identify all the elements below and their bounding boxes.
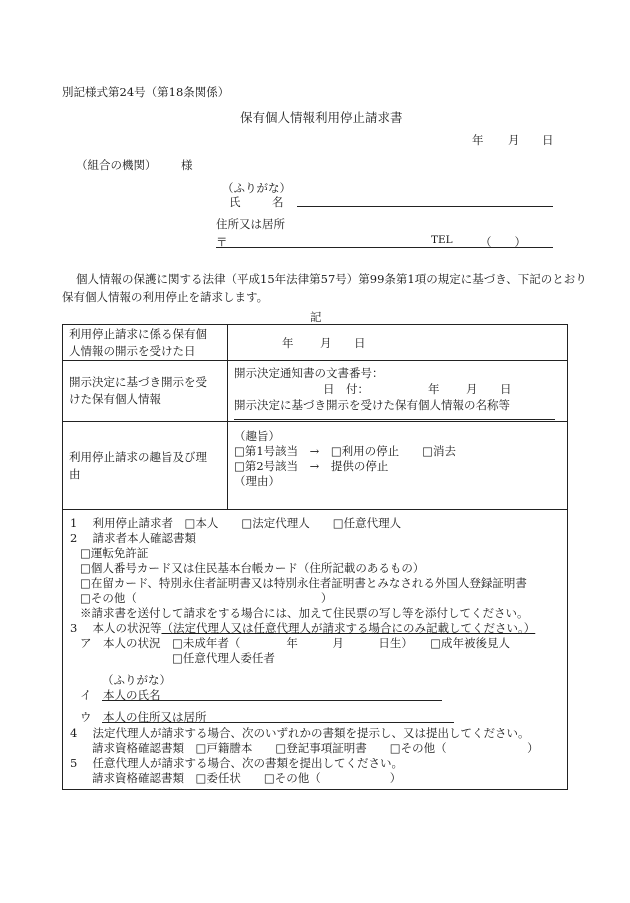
intro-line-2: 保有個人情報の利用停止を請求します。 (62, 290, 269, 304)
row2-label: 開示決定に基づき開示を受 けた保有個人情報 (63, 361, 228, 422)
item-5-heading: 5 任意代理人が請求する場合、次の書類を提出してください。 (70, 756, 403, 770)
page-title: 保有個人情報利用停止請求書 (240, 110, 403, 125)
applicant-name-label-1: 氏 (229, 195, 241, 209)
item-3a-status[interactable]: ア 本人の状況 □未成年者（ 年 月 日生） □成年被後見人 (80, 636, 510, 650)
item-2d-other[interactable]: □その他（ ） (80, 591, 333, 605)
addressee-honorific: 様 (181, 158, 193, 172)
addressee-org: （組合の機関） (76, 158, 157, 172)
date-day[interactable]: 日 (542, 133, 554, 147)
row2-name-line: 開示決定に基づき開示を受けた保有個人情報の名称等 (234, 398, 510, 412)
row3-option-2[interactable]: □第2号該当 → 提供の停止 (234, 459, 389, 473)
row-purpose-reason (63, 422, 568, 510)
form-number: 別記様式第24号（第18条関係） (62, 85, 230, 99)
applicant-name-field[interactable] (297, 206, 553, 207)
row1-year: 年 (282, 336, 294, 350)
item-3-note: （法定代理人又は任意代理人が請求する場合にのみ記載してください。） (161, 621, 536, 635)
item-2a-license[interactable]: □運転免許証 (80, 546, 149, 560)
item-3u-address: ウ 本人の住所又は居所 (80, 710, 207, 724)
item-3u-address-field[interactable] (102, 722, 454, 723)
row3-label: 利用停止請求の趣旨及び理 由 (63, 422, 228, 510)
row-disclosure-date (63, 325, 568, 361)
item-3-heading: 3 本人の状況等（法定代理人又は任意代理人が請求する場合にのみ記載してください。） (70, 621, 536, 635)
date-month[interactable]: 月 (508, 133, 520, 147)
row2-value[interactable] (228, 361, 568, 422)
row2-name-field[interactable] (234, 419, 555, 420)
item-2b-card[interactable]: □個人番号カード又は住民基本台帳カード（住所記載のあるもの） (80, 561, 425, 575)
applicant-furigana-label: （ふりがな） (222, 181, 291, 195)
tel-parens: （ ） (480, 235, 526, 249)
ki-heading: 記 (310, 310, 322, 324)
row3-reason-head: （理由） (234, 474, 280, 488)
row3-purpose-head: （趣旨） (234, 429, 280, 443)
row-disclosed-info (63, 361, 568, 422)
applicant-address-field[interactable] (216, 247, 553, 248)
item-5a-documents[interactable]: 請求資格確認書類 □委任状 □その他（ ） (92, 771, 402, 785)
row2-doc-no: 開示決定通知書の文書番号： (234, 366, 384, 380)
row3-option-1[interactable]: □第1号該当 → □利用の停止 □消去 (234, 444, 457, 458)
item-3i-name: イ 本人の氏名 (80, 688, 161, 702)
item-3a-proxy-principal[interactable]: □任意代理人委任者 (172, 651, 275, 665)
applicant-address-label: 住所又は居所 (216, 217, 285, 231)
row2-day: 日 (500, 382, 512, 396)
request-table (62, 324, 568, 510)
row2-year: 年 (428, 382, 440, 396)
item-1-requester[interactable]: 1 利用停止請求者 □本人 □法定代理人 □任意代理人 (70, 516, 402, 530)
date-year[interactable]: 年 (472, 133, 484, 147)
intro-line-1: 個人情報の保護に関する法律（平成15年法律第57号）第99条第1項の規定に基づき、下記のとおり (76, 272, 587, 286)
item-3-furigana: （ふりがな） (102, 673, 171, 687)
item-2-heading: 2 請求者本人確認書類 (70, 531, 196, 545)
item-4a-documents[interactable]: 請求資格確認書類 □戸籍謄本 □登記事項証明書 □その他（ ） (92, 741, 539, 755)
item-2c-residence-card[interactable]: □在留カード、特別永住者証明書又は特別永住者証明書とみなされる外国人登録証明書 (80, 576, 527, 590)
item-4-heading: 4 法定代理人が請求する場合、次のいずれかの書類を提示し、又は提出してください。 (70, 726, 530, 740)
tel-label: TEL (431, 234, 453, 246)
row1-value[interactable] (228, 325, 568, 361)
row1-month: 月 (320, 336, 332, 350)
row2-date-label: 日 付： (323, 382, 369, 396)
row1-day: 日 (354, 336, 366, 350)
row2-month: 月 (466, 382, 478, 396)
row3-value[interactable] (228, 422, 568, 510)
item-3i-name-field[interactable] (102, 700, 442, 701)
postal-mark: 〒 (216, 235, 228, 249)
item-2-note: ※請求書を送付して請求をする場合には、加えて住民票の写し等を添付してください。 (80, 606, 529, 620)
row1-label: 利用停止請求に係る保有個 人情報の開示を受けた日 (63, 325, 228, 361)
applicant-name-label-2: 名 (272, 195, 284, 209)
